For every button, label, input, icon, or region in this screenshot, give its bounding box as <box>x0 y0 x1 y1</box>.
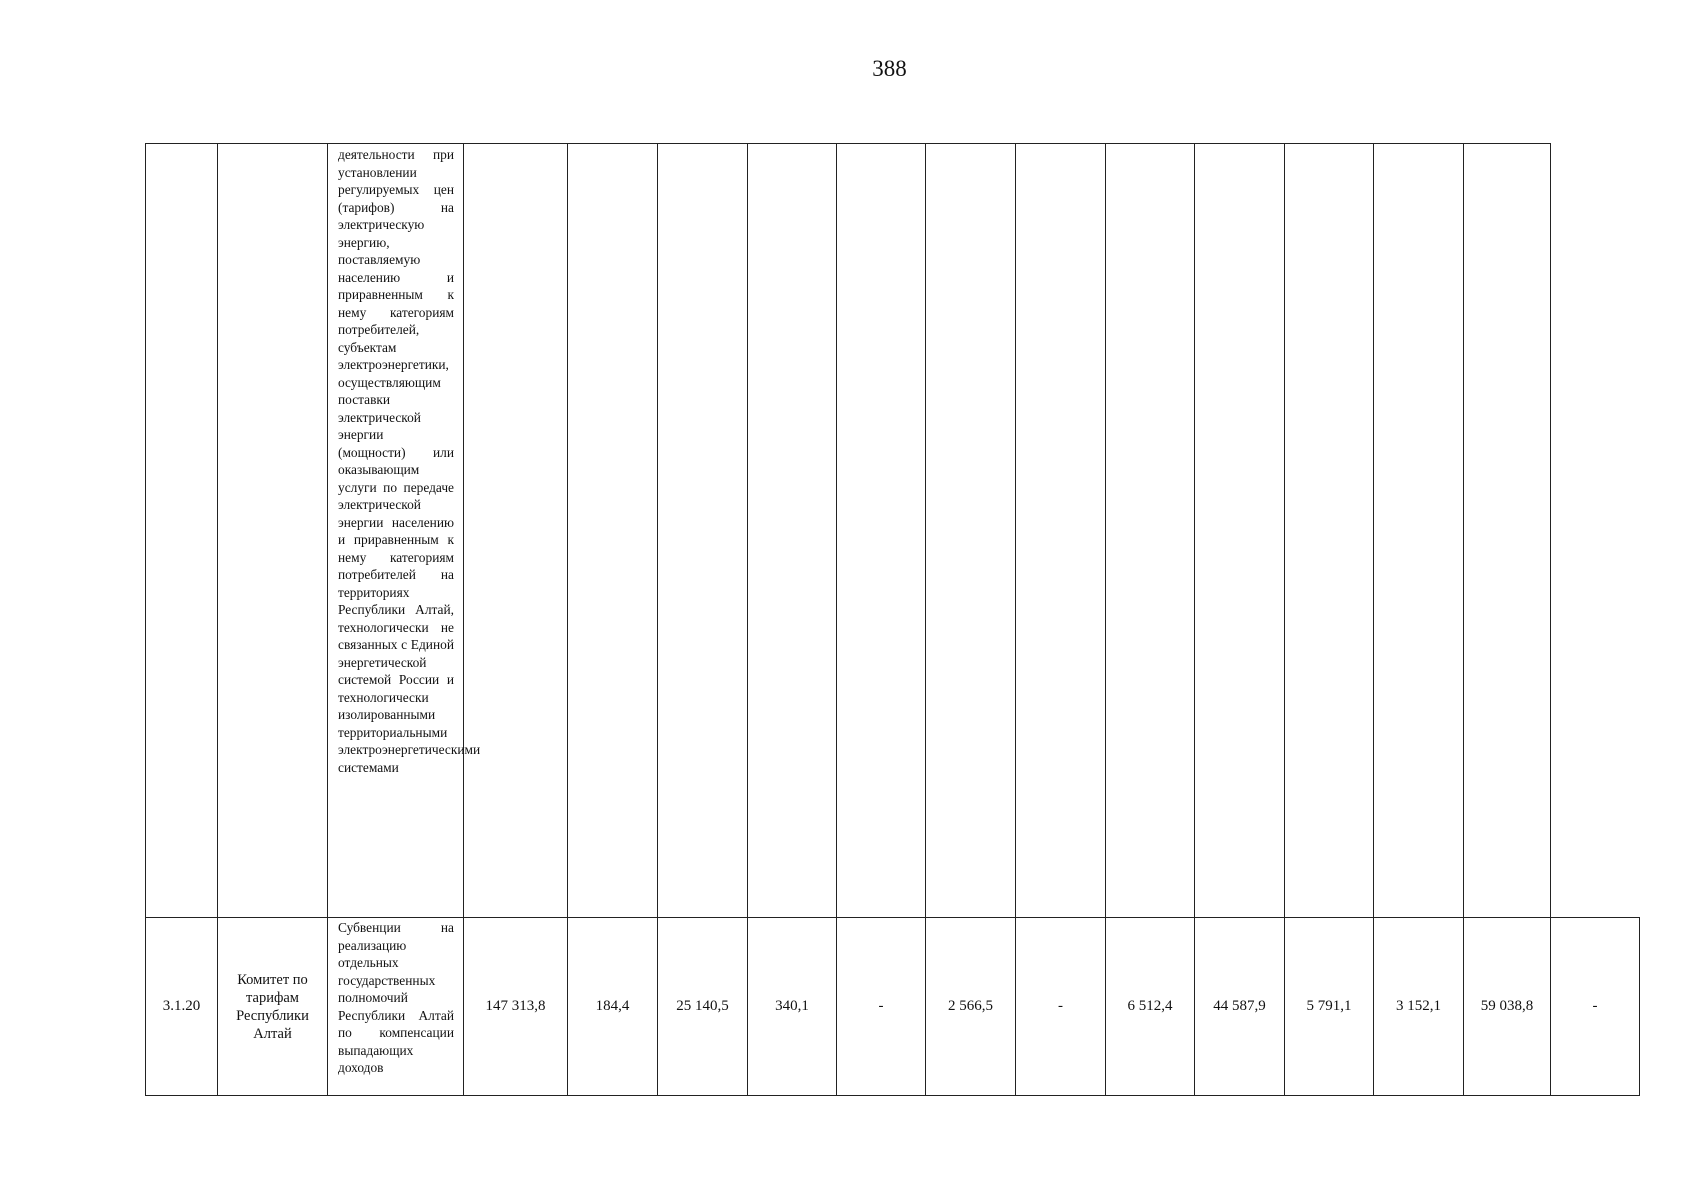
value-cell <box>1374 144 1464 918</box>
value-cell <box>926 144 1016 918</box>
description-cell: Субвенции на реализацию отдельных государственных полномочий Республики Алтай по компенсации выпадающих доходов <box>328 918 464 1096</box>
value-cell: 5 791,1 <box>1285 918 1374 1096</box>
budget-table <box>145 143 1640 1096</box>
value-cell <box>1106 144 1195 918</box>
value-cell <box>1285 144 1374 918</box>
value-cell <box>568 144 658 918</box>
value-cell: 25 140,5 <box>658 918 748 1096</box>
value-cell <box>1016 144 1106 918</box>
value-cell <box>464 144 568 918</box>
page-number: 388 <box>872 56 907 81</box>
table-row-continued <box>146 144 1640 918</box>
value-cell <box>837 144 926 918</box>
value-cell-total: 147 313,8 <box>464 918 568 1096</box>
value-cell <box>1464 144 1551 918</box>
value-cell <box>658 144 748 918</box>
value-cell <box>1195 144 1285 918</box>
table-row-3-1-20 <box>146 918 1640 1096</box>
value-cell: - <box>1551 918 1640 1096</box>
value-cell <box>748 144 837 918</box>
value-cell: 44 587,9 <box>1195 918 1285 1096</box>
agency-cell <box>218 144 328 918</box>
value-cell: 340,1 <box>748 918 837 1096</box>
code-cell: 3.1.20 <box>146 918 218 1096</box>
value-cell: - <box>837 918 926 1096</box>
value-cell: 6 512,4 <box>1106 918 1195 1096</box>
value-cell: 59 038,8 <box>1464 918 1551 1096</box>
code-cell <box>146 144 218 918</box>
agency-cell: Комитет по тарифам Республики Алтай <box>218 918 328 1096</box>
description-cell: деятельности при установлении регулируемых цен (тарифов) на электрическую энергию, поставляемую населению и приравненным к нему категориям потребителей, субъектам электроэнергетики, осуществляющим поставки электрической энергии (мощности) или оказывающим услуги по передаче электрической энергии населению и приравненным к нему категориям потребителей на территориях Республики Алтай, технологически не связанных с Единой энергетической системой России и технологически изолированными территориальными электроэнергетическими системами <box>328 144 464 918</box>
value-cell: - <box>1016 918 1106 1096</box>
value-cell: 3 152,1 <box>1374 918 1464 1096</box>
value-cell: 184,4 <box>568 918 658 1096</box>
value-cell: 2 566,5 <box>926 918 1016 1096</box>
